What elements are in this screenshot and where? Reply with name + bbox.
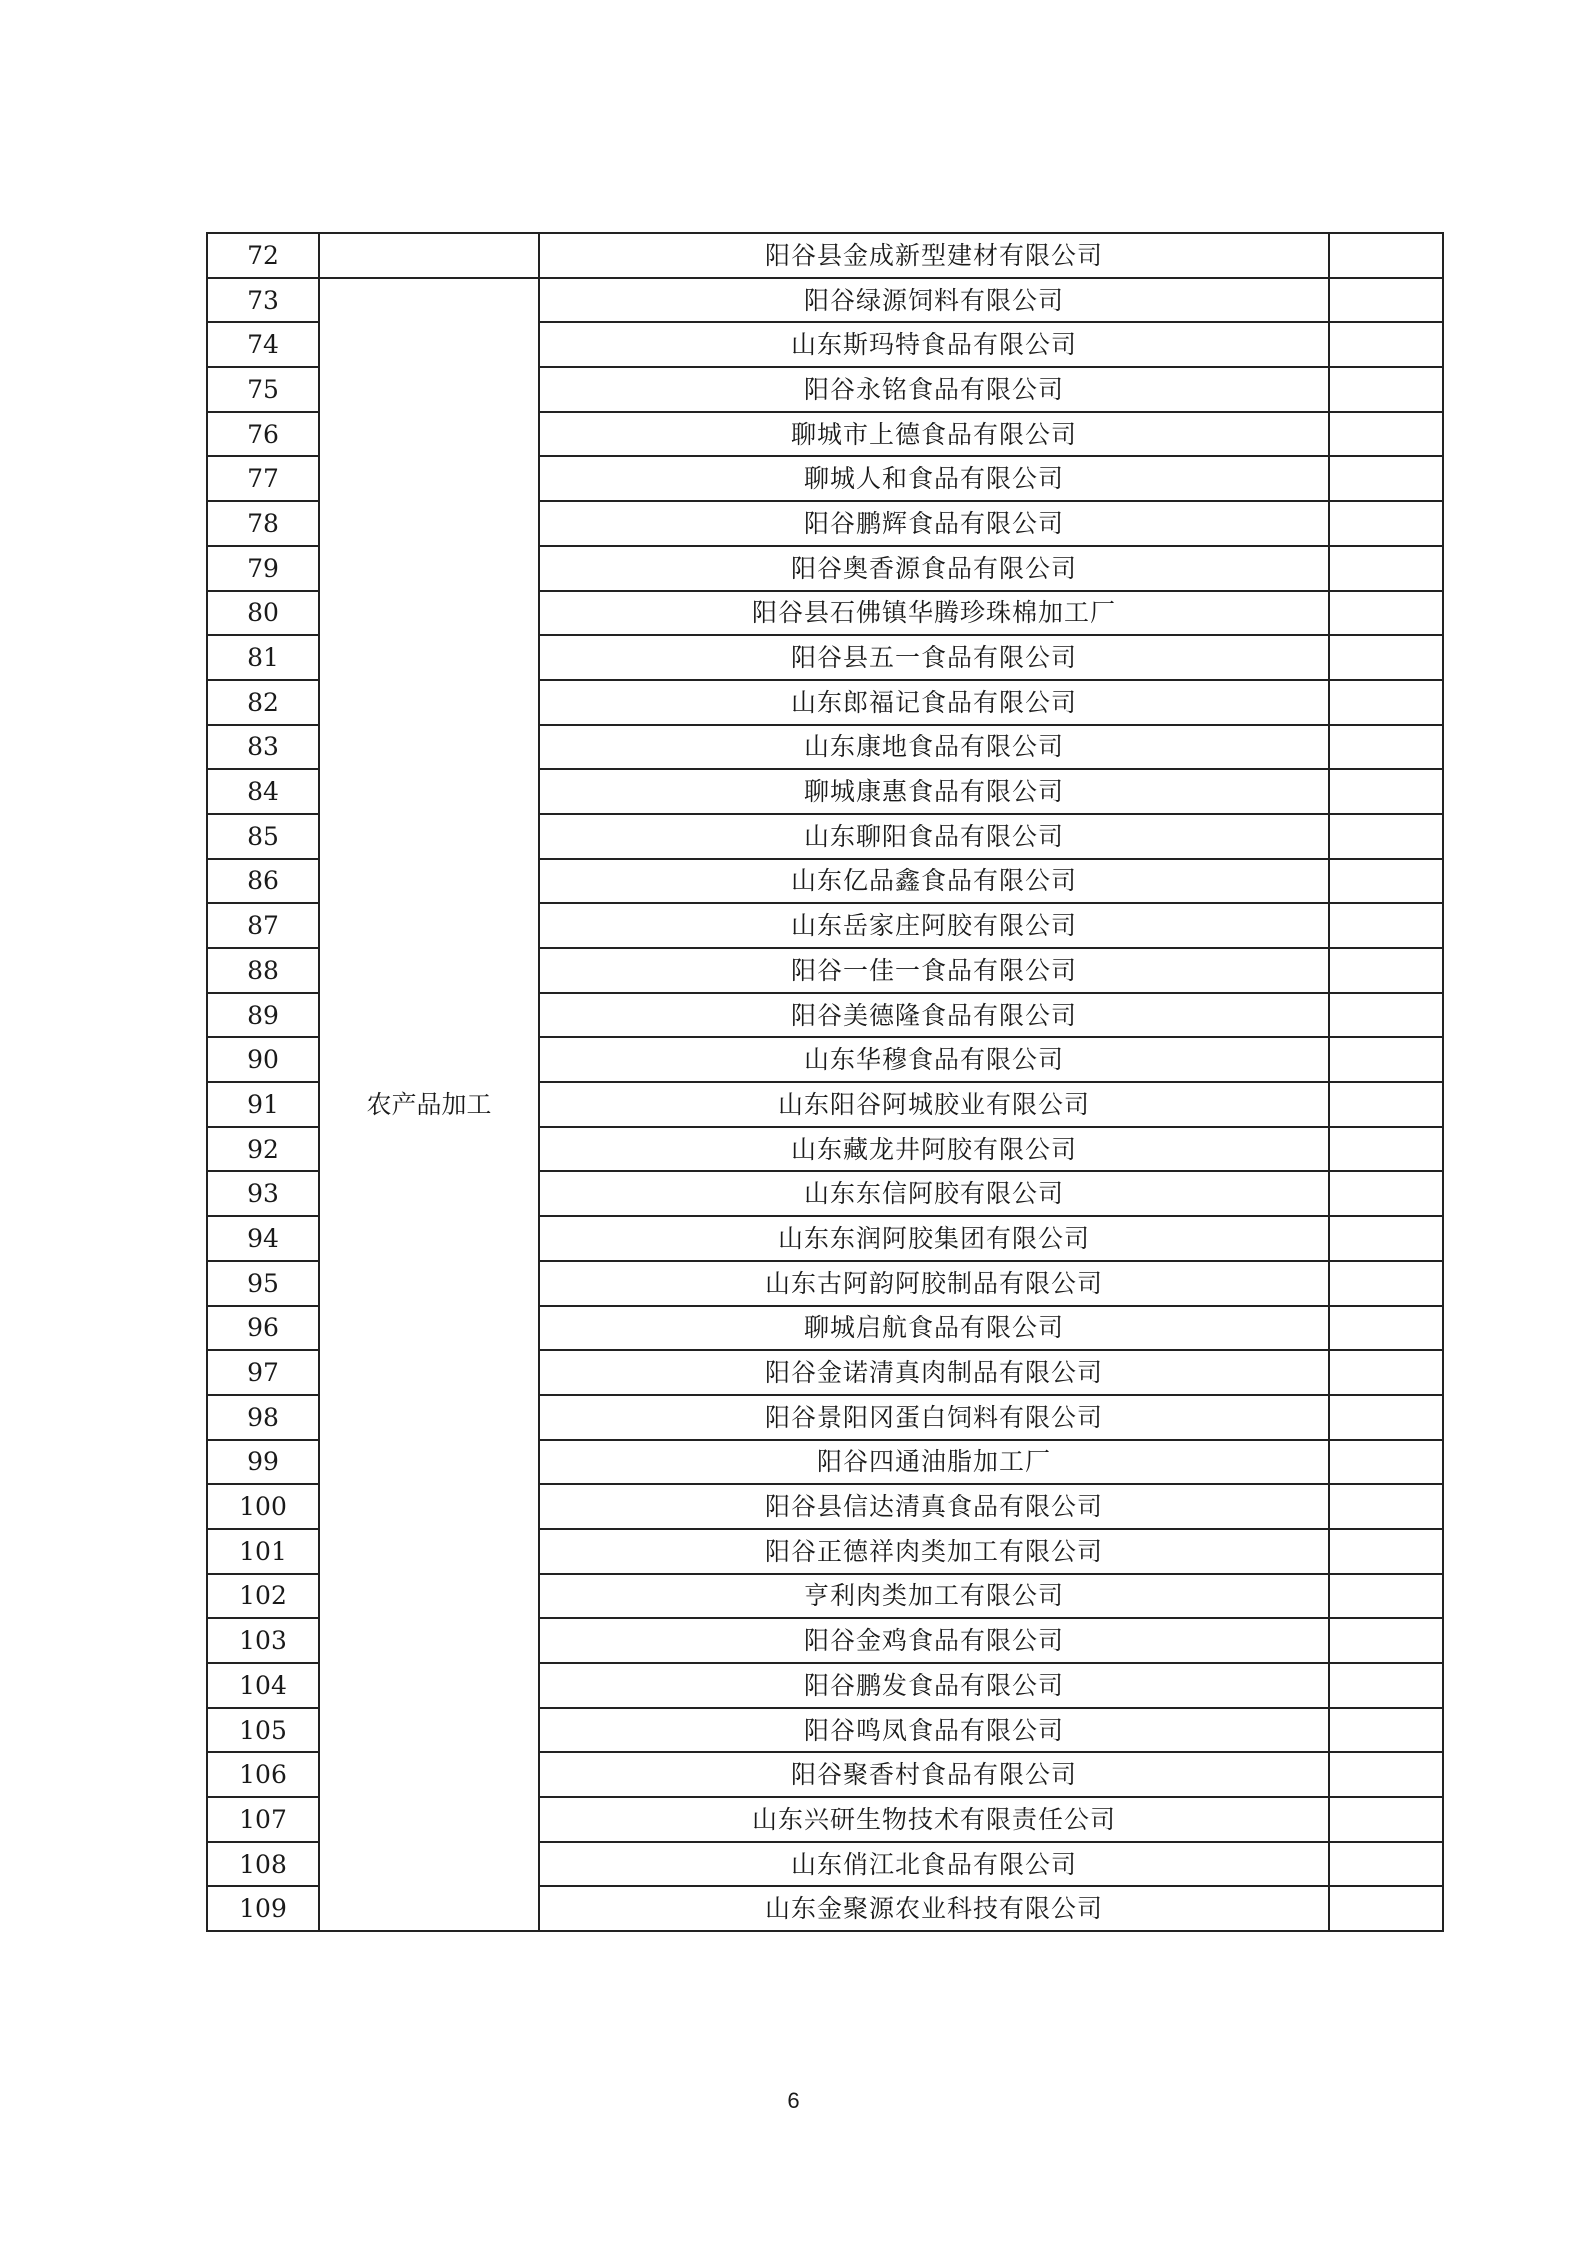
company-name-cell: 阳谷金诺清真肉制品有限公司	[539, 1350, 1329, 1395]
company-name-cell: 阳谷绿源饲料有限公司	[539, 278, 1329, 323]
company-list-table	[206, 232, 1444, 1932]
note-cell	[1329, 1484, 1443, 1529]
note-cell	[1329, 1082, 1443, 1127]
company-name-cell: 阳谷县五一食品有限公司	[539, 635, 1329, 680]
row-number-cell: 87	[207, 903, 319, 948]
note-cell	[1329, 1797, 1443, 1842]
note-cell	[1329, 233, 1443, 278]
row-number-cell: 108	[207, 1842, 319, 1887]
company-name-cell: 阳谷县石佛镇华腾珍珠棉加工厂	[539, 591, 1329, 636]
row-number-cell: 96	[207, 1306, 319, 1351]
row-number-cell: 74	[207, 322, 319, 367]
note-cell	[1329, 546, 1443, 591]
row-number-cell: 109	[207, 1886, 319, 1931]
note-cell	[1329, 1886, 1443, 1931]
note-cell	[1329, 1529, 1443, 1574]
row-number-cell: 98	[207, 1395, 319, 1440]
page-number: 6	[787, 2088, 800, 2113]
note-cell	[1329, 769, 1443, 814]
row-number-cell: 81	[207, 635, 319, 680]
row-number-cell: 92	[207, 1127, 319, 1172]
row-number-cell: 99	[207, 1440, 319, 1485]
category-cell: 农产品加工	[319, 278, 539, 1931]
row-number-cell: 88	[207, 948, 319, 993]
company-name-cell: 阳谷聚香村食品有限公司	[539, 1752, 1329, 1797]
company-name-cell: 山东东润阿胶集团有限公司	[539, 1216, 1329, 1261]
company-name-cell: 阳谷鹏辉食品有限公司	[539, 501, 1329, 546]
row-number-cell: 101	[207, 1529, 319, 1574]
company-name-cell: 阳谷金鸡食品有限公司	[539, 1618, 1329, 1663]
company-name-cell: 阳谷一佳一食品有限公司	[539, 948, 1329, 993]
company-name-cell: 阳谷景阳冈蛋白饲料有限公司	[539, 1395, 1329, 1440]
company-name-cell: 阳谷县金成新型建材有限公司	[539, 233, 1329, 278]
category-cell	[319, 233, 539, 278]
note-cell	[1329, 412, 1443, 457]
note-cell	[1329, 501, 1443, 546]
row-number-cell: 106	[207, 1752, 319, 1797]
note-cell	[1329, 1574, 1443, 1619]
table-row	[207, 278, 1443, 323]
row-number-cell: 77	[207, 456, 319, 501]
row-number-cell: 100	[207, 1484, 319, 1529]
row-number-cell: 104	[207, 1663, 319, 1708]
row-number-cell: 105	[207, 1708, 319, 1753]
company-name-cell: 山东斯玛特食品有限公司	[539, 322, 1329, 367]
note-cell	[1329, 1395, 1443, 1440]
note-cell	[1329, 635, 1443, 680]
note-cell	[1329, 1663, 1443, 1708]
table-row	[207, 233, 1443, 278]
note-cell	[1329, 1708, 1443, 1753]
company-name-cell: 阳谷奥香源食品有限公司	[539, 546, 1329, 591]
company-name-cell: 聊城启航食品有限公司	[539, 1306, 1329, 1351]
row-number-cell: 103	[207, 1618, 319, 1663]
note-cell	[1329, 1440, 1443, 1485]
row-number-cell: 76	[207, 412, 319, 457]
note-cell	[1329, 725, 1443, 770]
note-cell	[1329, 1261, 1443, 1306]
company-name-cell: 山东金聚源农业科技有限公司	[539, 1886, 1329, 1931]
company-name-cell: 山东兴研生物技术有限责任公司	[539, 1797, 1329, 1842]
note-cell	[1329, 1752, 1443, 1797]
note-cell	[1329, 1618, 1443, 1663]
row-number-cell: 73	[207, 278, 319, 323]
row-number-cell: 94	[207, 1216, 319, 1261]
company-name-cell: 山东郎福记食品有限公司	[539, 680, 1329, 725]
row-number-cell: 93	[207, 1171, 319, 1216]
note-cell	[1329, 903, 1443, 948]
row-number-cell: 83	[207, 725, 319, 770]
note-cell	[1329, 1306, 1443, 1351]
company-name-cell: 聊城人和食品有限公司	[539, 456, 1329, 501]
note-cell	[1329, 948, 1443, 993]
note-cell	[1329, 1127, 1443, 1172]
note-cell	[1329, 1037, 1443, 1082]
company-name-cell: 聊城康惠食品有限公司	[539, 769, 1329, 814]
note-cell	[1329, 591, 1443, 636]
note-cell	[1329, 456, 1443, 501]
company-name-cell: 阳谷四通油脂加工厂	[539, 1440, 1329, 1485]
row-number-cell: 91	[207, 1082, 319, 1127]
note-cell	[1329, 1842, 1443, 1887]
row-number-cell: 102	[207, 1574, 319, 1619]
company-name-cell: 阳谷美德隆食品有限公司	[539, 993, 1329, 1038]
row-number-cell: 84	[207, 769, 319, 814]
company-name-cell: 山东华穆食品有限公司	[539, 1037, 1329, 1082]
note-cell	[1329, 367, 1443, 412]
company-name-cell: 山东阳谷阿城胶业有限公司	[539, 1082, 1329, 1127]
company-name-cell: 山东岳家庄阿胶有限公司	[539, 903, 1329, 948]
row-number-cell: 79	[207, 546, 319, 591]
row-number-cell: 82	[207, 680, 319, 725]
company-name-cell: 阳谷正德祥肉类加工有限公司	[539, 1529, 1329, 1574]
company-name-cell: 山东东信阿胶有限公司	[539, 1171, 1329, 1216]
note-cell	[1329, 814, 1443, 859]
company-name-cell: 山东亿品鑫食品有限公司	[539, 859, 1329, 904]
row-number-cell: 95	[207, 1261, 319, 1306]
note-cell	[1329, 680, 1443, 725]
row-number-cell: 72	[207, 233, 319, 278]
row-number-cell: 107	[207, 1797, 319, 1842]
note-cell	[1329, 1216, 1443, 1261]
row-number-cell: 86	[207, 859, 319, 904]
company-name-cell: 山东藏龙井阿胶有限公司	[539, 1127, 1329, 1172]
note-cell	[1329, 993, 1443, 1038]
table-body	[207, 233, 1443, 1931]
note-cell	[1329, 278, 1443, 323]
row-number-cell: 75	[207, 367, 319, 412]
note-cell	[1329, 1350, 1443, 1395]
note-cell	[1329, 859, 1443, 904]
company-name-cell: 亨利肉类加工有限公司	[539, 1574, 1329, 1619]
row-number-cell: 78	[207, 501, 319, 546]
row-number-cell: 90	[207, 1037, 319, 1082]
company-name-cell: 山东古阿韵阿胶制品有限公司	[539, 1261, 1329, 1306]
company-name-cell: 阳谷永铭食品有限公司	[539, 367, 1329, 412]
company-name-cell: 山东俏江北食品有限公司	[539, 1842, 1329, 1887]
company-name-cell: 山东聊阳食品有限公司	[539, 814, 1329, 859]
company-name-cell: 聊城市上德食品有限公司	[539, 412, 1329, 457]
company-name-cell: 阳谷鸣凤食品有限公司	[539, 1708, 1329, 1753]
row-number-cell: 80	[207, 591, 319, 636]
note-cell	[1329, 1171, 1443, 1216]
row-number-cell: 85	[207, 814, 319, 859]
company-name-cell: 阳谷鹏发食品有限公司	[539, 1663, 1329, 1708]
note-cell	[1329, 322, 1443, 367]
row-number-cell: 89	[207, 993, 319, 1038]
company-name-cell: 阳谷县信达清真食品有限公司	[539, 1484, 1329, 1529]
company-name-cell: 山东康地食品有限公司	[539, 725, 1329, 770]
row-number-cell: 97	[207, 1350, 319, 1395]
